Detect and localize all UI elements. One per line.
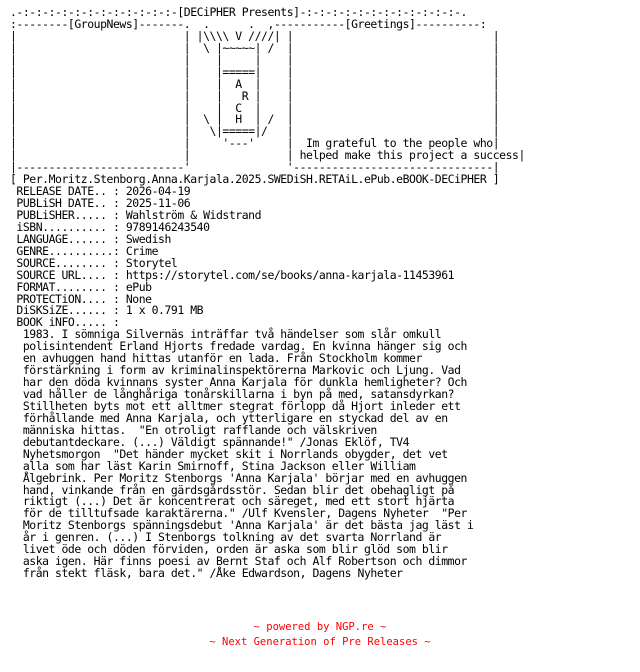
nfo-line: Stillheten byts mot ett alltmer stegrat förlopp då Hjort inleder ett: [10, 398, 461, 413]
nfo-line: Ålgebrink. Per Moritz Stenborgs 'Anna Karjala' börjar med en avhuggen: [10, 470, 467, 485]
nfo-line: GENRE..........: Crime: [10, 243, 159, 258]
nfo-line: 1983. I sömniga Silvernäs inträffar två händelser som slår omkull: [10, 327, 442, 342]
nfo-line: från stekt fläsk, bara det." /Åke Edwardson, Dagens Nyheter: [10, 566, 403, 581]
nfo-line: en avhuggen hand hittas utanför en lada. Från Stockholm kommer: [10, 351, 422, 366]
nfo-line: förstärkning i form av kriminalinspektörerna Markovic och Ljung. Vad: [10, 363, 461, 378]
nfo-line: människa hittas. "En otroligt rafflande och välskriven: [10, 422, 377, 437]
nfo-line: | | \ |~~~~~| / | |: [10, 40, 500, 55]
nfo-line: | | | C | | |: [10, 100, 500, 115]
nfo-line: [ Per.Moritz.Stenborg.Anna.Karjala.2025.SWEDiSH.RETAiL.ePub.eBOOK-DECiPHER ]: [10, 172, 500, 187]
nfo-line: |--------------------------' '-------------------------------|: [10, 160, 500, 175]
footer-tagline: ~ Next Generation of Pre Releases ~: [209, 636, 431, 648]
nfo-line: år i genren. (...) I Stenborgs tolkning av det svarta Norrland är: [10, 530, 442, 545]
nfo-line: LANGUAGE...... : Swedish: [10, 231, 171, 246]
nfo-line: | | | | | |: [10, 52, 500, 67]
nfo-line: :--------[GroupNews]-------. . . ,-----------[Greetings]----------:: [10, 16, 487, 31]
nfo-line: PUBLiSHER..... : Wahlström & Widstrand: [10, 207, 262, 222]
nfo-line: iSBN.......... : 9789146243540: [10, 219, 210, 234]
nfo-line: Moritz Stenborgs spänningsdebut 'Anna Karjala' är det bästa jag läst i: [10, 518, 474, 533]
nfo-line: aska igen. Här finns poesi av Bernt Staf och Alf Robertson och dimmor: [10, 554, 467, 569]
nfo-line: har den döda kvinnans syster Anna Karjala för dunkla hemligheter? Och: [10, 375, 467, 390]
nfo-line: PROTECTiON.... : None: [10, 291, 152, 306]
nfo-line: debutantdeckare. (...) Väldigt spännande!" /Jonas Eklöf, TV4: [10, 434, 410, 449]
nfo-line: SOURCE........ : Storytel: [10, 255, 178, 270]
nfo-line: | | | helped make this project a success|: [10, 148, 525, 163]
nfo-line: SOURCE URL.... : https://storytel.com/se/books/anna-karjala-11453961: [10, 267, 455, 282]
nfo-line: hand, vinkande från en gärdsgårdsstör. Sedan blir det obehagligt på: [10, 482, 455, 497]
nfo-line: DiSKSiZE...... : 1 x 0.791 MB: [10, 303, 204, 318]
nfo-line: förhållande med Anna Karjala, och ytterligare en styckad del av en: [10, 410, 448, 425]
footer-powered-by: ~ powered by NGP.re ~: [253, 621, 387, 633]
nfo-line: Nyhetsmorgon "Det händer mycket skit i Norrlands obygder, det vet: [10, 446, 448, 461]
nfo-line: | | | A | | |: [10, 76, 500, 91]
nfo-line: .-:-:-:-:-:-:-:-:-:-:-:-:-[DECiPHER Presents]-:-:-:-:-:-:-:-:-:-:-:-:-.: [10, 5, 467, 19]
nfo-line: RELEASE DATE.. : 2026-04-19: [10, 184, 191, 199]
nfo-line: vad håller de långhåriga tonårskillarna i byn på med, satansdyrkan?: [10, 387, 455, 401]
nfo-line: | | \ | H | / | |: [10, 112, 500, 127]
nfo-line: FORMAT........ : ePub: [10, 279, 152, 294]
nfo-line: livet öde och döden förviden, orden är aska som blir glöd som blir: [10, 542, 448, 557]
nfo-line: | | |\\\\ V ////| | |: [10, 28, 500, 43]
nfo-line: riktigt (...) Det är koncentrerat och säreget, med ett stort hjärta: [10, 494, 455, 509]
nfo-line: alla som har läst Karin Smirnoff, Stina Jackson eller William: [10, 458, 416, 473]
nfo-line: | | \|=====|/ | |: [10, 124, 500, 139]
nfo-line: polisintendent Erland Hjorts fredade vardag. En kvinna hänger sig och: [10, 339, 467, 354]
nfo-line: | | | R | | |: [10, 88, 500, 103]
nfo-line: BOOK iNFO..... :: [10, 315, 120, 330]
nfo-line: | | '---' | Im grateful to the people who|: [10, 136, 500, 151]
nfo-line: PUBLiSH DATE.. : 2025-11-06: [10, 196, 191, 210]
nfo-line: för de tilltufsade karaktärerna." /Ulf Kvensler, Dagens Nyheter "Per: [10, 506, 467, 521]
nfo-line: | | |=====| | |: [10, 64, 500, 79]
